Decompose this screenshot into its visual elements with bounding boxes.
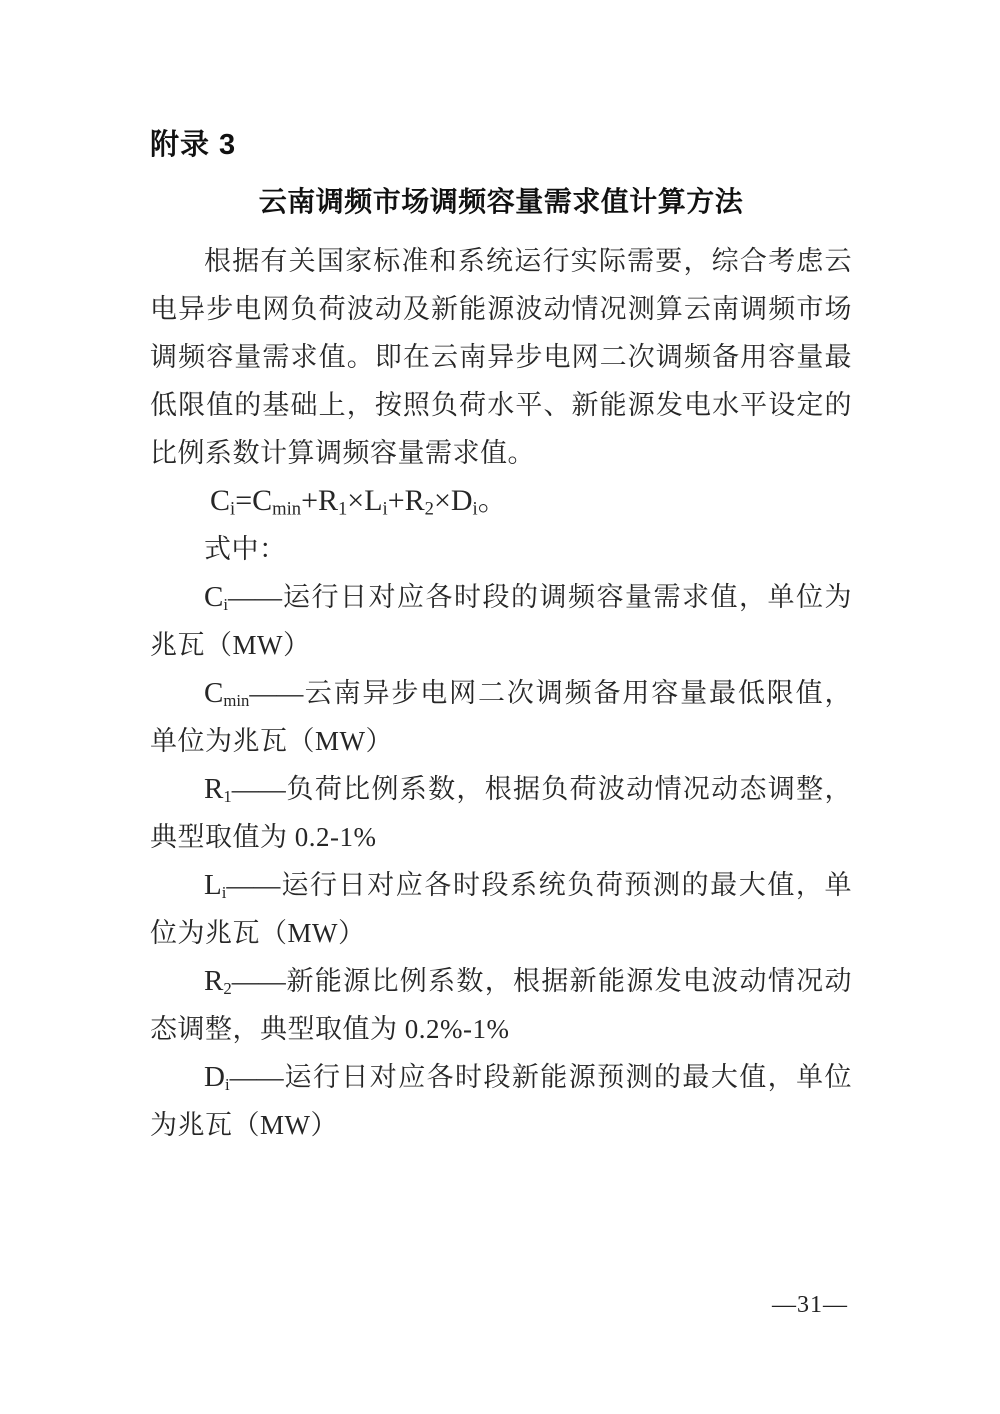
term-description: 运行日对应各时段新能源预测的最大值，单位为兆瓦（MW） [150,1062,852,1140]
term-dash: —— [229,1062,284,1092]
document-title: 云南调频市场调频容量需求值计算方法 [258,186,744,217]
term-description: 新能源比例系数，根据新能源发电波动情况动态调整，典型取值为 0.2%-1% [150,966,852,1044]
term-dash: —— [231,774,286,804]
term-dash: —— [231,966,286,996]
appendix-heading: 附录 3 [150,129,237,161]
formula: $C_i=C_{min}+R_1\times L_i+R_2\times D_i$。 [210,484,508,520]
term-symbol: $R_1$ [204,773,232,807]
term-symbol: $D_i$ [204,1061,230,1095]
intro-paragraph: 根据有关国家标准和系统运行实际需要，综合考虑云电异步电网负荷波动及新能源波动情况测算云南调频市场调频容量需求值。即在云南异步电网二次调频备用容量最低限值的基础上，按照负荷水平、新能源发电水平设定的比例系数计算调频容量需求值。 [150,246,852,468]
term-definition [150,861,852,957]
term-dash: —— [249,678,304,708]
term-symbol: $R_2$ [204,965,232,999]
term-symbol: $C_i$ [204,581,228,615]
term-description: 云南异步电网二次调频备用容量最低限值，单位为兆瓦（MW） [150,678,852,756]
document-content [150,128,852,1149]
term-symbol: $C_{min}$ [204,677,250,711]
term-symbol: $L_i$ [204,869,227,903]
term-dash: —— [228,582,282,612]
term-definition [150,1053,852,1149]
page-number: —31— [772,1292,848,1318]
term-description: 运行日对应各时段系统负荷预测的最大值，单位为兆瓦（MW） [150,870,852,948]
term-definition [150,669,852,765]
term-definitions-list [150,573,852,1149]
term-definition [150,957,852,1053]
term-definition [150,573,852,669]
body-text [150,237,852,1149]
term-description: 负荷比例系数，根据负荷波动情况动态调整，典型取值为 0.2-1% [150,774,852,852]
term-definition [150,765,852,861]
where-label: 式中： [204,534,287,564]
term-dash: —— [226,870,281,900]
term-description: 运行日对应各时段的调频容量需求值，单位为兆瓦（MW） [150,582,852,660]
